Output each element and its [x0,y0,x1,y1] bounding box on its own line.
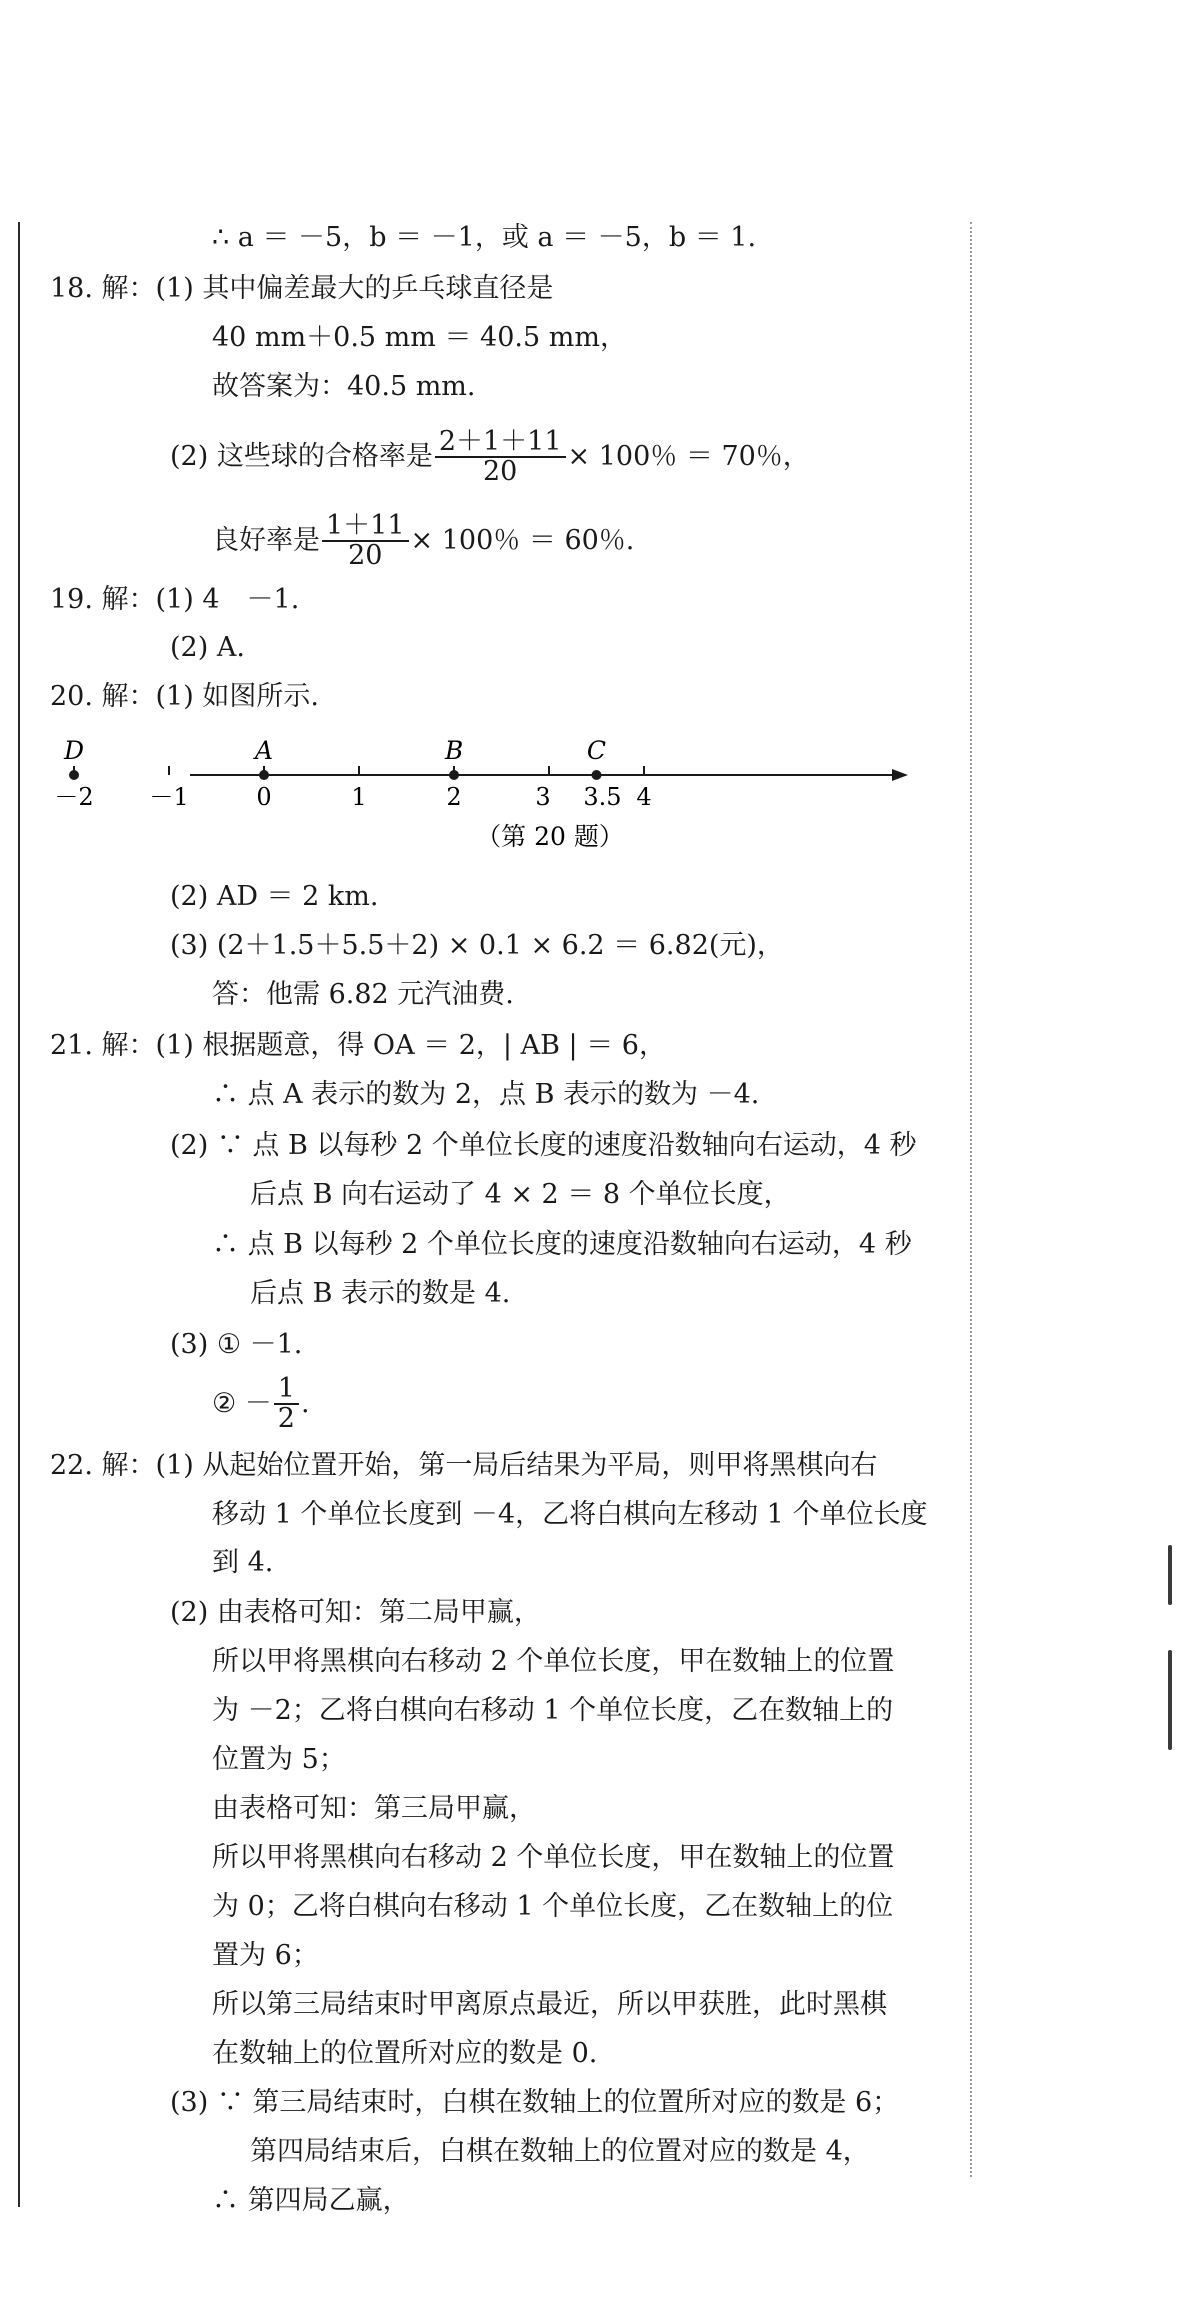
q21-part2-line2: 后点 B 向右运动了 4 × 2 ＝ 8 个单位长度， [250,1179,791,1210]
q20-part1: 20. 解：(1) 如图所示. [50,681,319,712]
q21-part2-line4: 后点 B 表示的数是 4. [250,1278,511,1309]
tick-label-3.5: 3.5 [583,783,622,811]
q22-part3-line3: ∴ 第四局乙赢， [212,2185,410,2216]
q20-answer: 答：他需 6.82 元汽油费. [212,979,514,1010]
tick-label: 1 [351,783,367,811]
arrow-head-icon [892,769,908,781]
point-label-C: C [586,736,607,765]
q22-part1-line3: 到 4. [212,1547,274,1578]
q22-part2-line8: 置为 6； [212,1940,319,1971]
q18-pass-rate [170,428,810,487]
half-fraction [274,1375,299,1434]
q22-part2-line4: 位置为 5； [212,1744,346,1775]
item2-prefix: ② － [212,1387,272,1419]
point-label-B: B [444,736,464,765]
number-line-figure [54,720,920,860]
tick-label: 2 [446,783,462,811]
q22-part2-line5: 由表格可知：第三局甲赢， [212,1793,536,1824]
good-rate-label: 良好率是 [212,524,320,556]
left-margin-rule [18,222,20,2207]
q18-good-rate [212,512,634,571]
q20-part3: (3) (2＋1.5＋5.5＋2) × 0.1 × 6.2 ＝ 6.82(元)， [170,930,784,961]
q22-part2-line1: (2) 由表格可知：第二局甲赢， [170,1597,541,1628]
q22-part3-line2: 第四局结束后，白棋在数轴上的位置对应的数是 4， [250,2136,870,2167]
point-A [259,770,269,780]
fraction-numerator: 1 [274,1375,299,1405]
q22-part1-line2: 移动 1 个单位长度到 －4，乙将白棋向左移动 1 个单位长度 [212,1499,928,1530]
pass-rate-label: (2) 这些球的合格率是 [170,440,433,472]
q18-part1: 18. 解：(1) 其中偏差最大的乒乓球直径是 [50,273,554,304]
q21-part1-conclusion: ∴ 点 A 表示的数为 2，点 B 表示的数为 －4. [212,1079,760,1110]
point-C [592,770,602,780]
q18-calc: 40 mm＋0.5 mm ＝ 40.5 mm， [212,322,627,353]
q21-part2-line3: ∴ 点 B 以每秒 2 个单位长度的速度沿数轴向右运动，4 秒 [212,1229,912,1260]
pass-rate-result: × 100％ ＝ 70％， [567,440,810,472]
q21-part3-item2 [212,1375,310,1434]
q18-answer: 故答案为：40.5 mm. [212,371,476,402]
fraction-numerator: 2＋1＋11 [435,428,566,458]
tick-label: －2 [54,783,94,811]
good-rate-fraction [322,512,409,571]
line-17-conclusion: ∴ a ＝ －5，b ＝ －1，或 a ＝ －5，b ＝ 1. [212,222,757,253]
good-rate-result: × 100％ ＝ 60％. [410,524,635,556]
q19-part1: 19. 解：(1) 4 －1. [50,584,300,615]
q22-part2-line2: 所以甲将黑棋向右移动 2 个单位长度，甲在数轴上的位置 [212,1646,895,1677]
scan-edge-mark [1168,1545,1172,1605]
q22-part2-line7: 为 0；乙将白棋向右移动 1 个单位长度，乙在数轴上的位 [212,1891,894,1922]
scan-edge-mark [1168,1650,1172,1750]
tick-label: 0 [256,783,272,811]
figure-caption: （第 20 题） [476,822,624,851]
fraction-denominator: 20 [348,540,383,572]
pass-rate-fraction [435,428,566,487]
tick-label: －1 [149,783,189,811]
q21-part3-item1: (3) ① －1. [170,1329,303,1360]
q22-part3-line1: (3) ∵ 第三局结束时，白棋在数轴上的位置所对应的数是 6； [170,2087,900,2118]
q22-part2-line3: 为 －2；乙将白棋向右移动 1 个单位长度，乙在数轴上的 [212,1695,894,1726]
right-dotted-rule [970,222,972,2177]
q22-part1-line1: 22. 解：(1) 从起始位置开始，第一局后结果为平局，则甲将黑棋向右 [50,1450,878,1481]
q22-part2-line6: 所以甲将黑棋向右移动 2 个单位长度，甲在数轴上的位置 [212,1842,895,1873]
fraction-denominator: 2 [277,1403,295,1435]
tick-label: 3 [535,783,551,811]
point-D [69,770,79,780]
point-label-A: A [254,736,274,765]
point-label-D: D [63,736,85,765]
point-B [449,770,459,780]
q20-part2: (2) AD ＝ 2 km. [170,881,379,912]
tick-label: 4 [636,783,652,811]
q22-part2-line9: 所以第三局结束时甲离原点最近，所以甲获胜，此时黑棋 [212,1989,887,2020]
q21-part2-line1: (2) ∵ 点 B 以每秒 2 个单位长度的速度沿数轴向右运动，4 秒 [170,1130,917,1161]
fraction-denominator: 20 [483,456,518,488]
fraction-numerator: 1＋11 [322,512,409,542]
q19-part2: (2) A. [170,632,245,663]
item2-suffix: . [300,1387,310,1419]
q21-part1: 21. 解：(1) 根据题意，得 OA ＝ 2，| AB | ＝ 6， [50,1030,666,1061]
q22-part2-line10: 在数轴上的位置所对应的数是 0. [212,2038,598,2069]
